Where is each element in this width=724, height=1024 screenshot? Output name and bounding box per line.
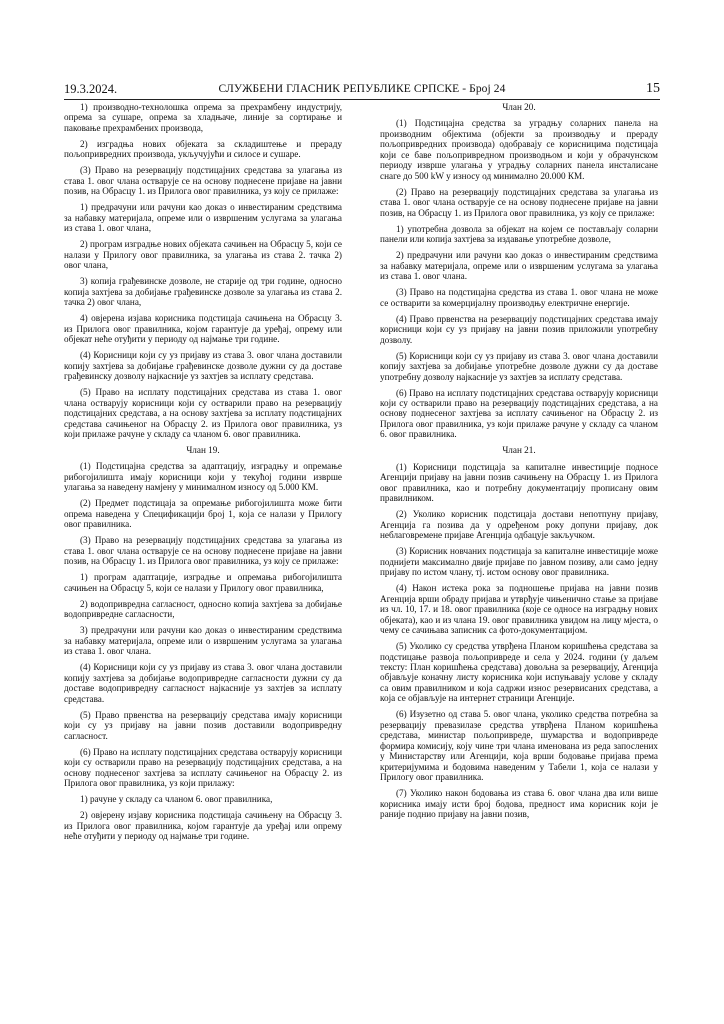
paragraph: (3) Корисник новчаних подстицаја за капиталне инвестиције може поднијети максимално двије пријаве по јавном позиву, али само једну пријаву по истом члану, тј. истом основу овог правилника.	[380, 546, 658, 578]
paragraph: 2) овјерену изјаву корисника подстицаја сачињену на Обрасцу 3. из Прилога овог правилника, којом гарантује да уређај или опрему неће отуђити у периоду од најмање три године.	[64, 810, 342, 842]
paragraph: (2) Право на резервацију подстицајних средстава за улагања из става 1. овог члана остварује се на основу поднесене пријаве на јавни позив, на Обрасцу 1. из Прилога овог правилника, уз коју се прилаже:	[380, 186, 658, 218]
paragraph: (6) Изузетно од става 5. овог члана, уколико средства потребна за резервацију превазилазе средства утврђена Планом коришћења средстава, министар пољопривреде, шумарства и водопривреде формира комисију, коју чине три члана именована из реда запослених у Министарству или Агенцији, која врши бодовање пријава према критеријумима и бодовима наведеним у Табели 1, која се налази у Прилогу овог правилника.	[380, 709, 658, 783]
paragraph: 1) програм адаптације, изградње и опремања рибогојилишта сачињен на Обрасцу 5, који се налази у Прилогу овог правилника,	[64, 572, 342, 593]
paragraph: (6) Право на исплату подстицајних средстава остварују корисници који су остварили право на резервацију подстицајних средстава, а на основу поднесеног захтјева за исплату сачињеног на Обрасцу 2. из Прилога овог правилника, уз који прилажу:	[64, 746, 342, 789]
paragraph: (2) Предмет подстицаја за опремање рибогојилишта може бити опрема наведена у Спецификацији број 1, која се налази у Прилогу овог правилника.	[64, 498, 342, 530]
paragraph: (6) Право на исплату подстицајних средстава остварују корисници који су остварили право на резервацију подстицајних средстава, а на основу поднесеног захтјева за исплату сачињеног на Обрасцу 2. из Прилога овог правилника, уз који прилаже рачуне у складу са чланом 6. овог правилника.	[380, 387, 658, 440]
paragraph: (5) Право на исплату подстицајних средстава из става 1. овог члана остварују корисници који су остварили право на резервацију подстицајних средстава, а на основу захтјева за исплату подстицајних средстава сачињеног на Обрасцу 2. из Прилога овог правилника, уз који прилаже рачуне у складу са чланом 6. овог правилника.	[64, 387, 342, 439]
paragraph: 4) овјерена изјава корисника подстицаја сачињена на Обрасцу 3. из Прилога овог правилника, којом гарантује да уређај, опрему или објекат неће отуђити у периоду од најмање три године.	[64, 313, 342, 345]
left-column	[64, 102, 342, 847]
right-column	[380, 102, 658, 825]
article-heading: Члан 21.	[502, 445, 536, 456]
paragraph: 2) програм изградње нових објеката сачињен на Обрасцу 5, који се налази у Прилогу овог правилника, за улагања из става 2. тачка 2) овог члана,	[64, 239, 342, 271]
paragraph: (4) Корисници који су уз пријаву из става 3. овог члана доставили копију захтјева за добијање грађевинске дозволе дужни су да доставе грађевинску дозволу најкасније уз захтјев за исплату средстава.	[64, 350, 342, 382]
paragraph: (3) Право на резервацију подстицајних средстава за улагања из става 1. овог члана остварује се на основу поднесене пријаве на јавни позив, на Обрасцу 1. из Прилога овог правилника, уз коју се прилаже:	[64, 535, 342, 567]
paragraph: 2) водопривредна сагласност, односно копија захтјева за добијање водопривредне сагласности,	[64, 598, 342, 620]
paragraph: (5) Право првенства на резервацију средстава имају корисници који су уз пријаву на јавни позив доставили водопривредну сагласност.	[64, 709, 342, 741]
paragraph: 1) рачуне у складу са чланом 6. овог правилника,	[80, 794, 273, 805]
paragraph: (1) Подстицајна средства за адаптацију, изградњу и опремање рибогојилишта имају корисници који у текућој години изврше улагања за наведену намјену у минималном износу од 5.000 КМ.	[64, 461, 342, 493]
paragraph: (5) Уколико су средства утврђена Планом коришћења средстава за подстицање развоја пољопривреде и села у 2024. години (у даљем тексту: План коришћења средстава) довољна за резервацију, Агенција објављује коначну листу корисника који испуњавају услове у складу са овим правилником и која садржи износ резервисаних средстава, а која се објављује на интернет страници Агенције.	[380, 641, 658, 704]
paragraph: 2) предрачуни или рачуни као доказ о инвестираним средствима за набавку материјала, опреме или о извршеним услугама за улагања из става 1. овог члана.	[380, 250, 658, 282]
page-header	[64, 80, 660, 98]
paragraph: (3) Право на резервацију подстицајних средстава за улагања из става 1. овог члана остварује се на основу поднесене пријаве на јавни позив, на Обрасцу 1. из Прилога овог правилника, уз коју се прилаже:	[64, 165, 342, 197]
header-rule	[64, 99, 660, 100]
paragraph: (4) Право првенства на резервацију подстицајних средстава имају корисници који су уз пријаву на јавни позив приложили употребну дозволу.	[380, 313, 658, 345]
paragraph: (3) Право на подстицајна средства из става 1. овог члана не може се остварити за комерцијалну производњу електричне енергије.	[380, 287, 658, 308]
paragraph: (7) Уколико након бодовања из става 6. овог члана два или више корисника имају исти број бодова, предност има корисник који је раније поднио пријаву на јавни позив,	[380, 788, 658, 820]
paragraph: 1) производно-технолошка опрема за прехрамбену индустрију, опрема за сушаре, опрема за хладњаче, линије за сортирање и паковање прехрамбених производа,	[64, 102, 342, 133]
paragraph: 3) предрачуни или рачуни као доказ о инвестираним средствима за набавку материјала, опреме или о извршеним услугама за улагања из става 1. овог члана.	[64, 625, 342, 657]
article-heading: Члан 20.	[502, 102, 536, 112]
paragraph: 3) копија грађевинске дозволе, не старије од три године, односно копија захтјева за добијање грађевинске дозволе за улагања из става 2. тачка 2) овог члана,	[64, 276, 342, 308]
gazette-title: СЛУЖБЕНИ ГЛАСНИК РЕПУБЛИКЕ СРПСКЕ - Број 24	[218, 83, 506, 95]
paragraph: (4) Након истека рока за подношење пријава на јавни позив Агенција врши обраду пријава и утврђује чињенично стање за пријаве из чл. 10, 17. и 18. овог правилника (које се односе на изградњу нових објеката), као и из члана 19. овог правилника увидом на лицу мјеста, о чему се сачињава записник са фото-документацијом.	[380, 583, 658, 636]
issue-date: 19.3.2024.	[64, 82, 118, 96]
paragraph: (1) Корисници подстицаја за капиталне инвестиције подносе Агенцији пријаву на јавни позив сачињену на Обрасцу 1. из Прилога овог правилника, као и потребну документацију прописану овим правилником.	[380, 461, 658, 504]
paragraph: (5) Корисници који су уз пријаву из става 3. овог члана доставили копију захтјева за добијање употребне дозволе дужни су да доставе употребну дозволу најкасније уз захтјев за исплату средстава.	[380, 350, 658, 382]
page-number: 15	[646, 81, 660, 96]
paragraph: (4) Корисници који су уз пријаву из става 3. овог члана доставили копију захтјева за добијање водопривредне сагласности дужни су да доставе водопривредну сагласност најкасније уз захтјев за исплату средстава.	[64, 662, 342, 704]
paragraph: (1) Подстицајна средства за уградњу соларних панела на производним објектима (објекти за производњу и прераду пољопривредних производа) одобравају се корисницима подстицаја који се баве пољопривредном производњом и који у обрачунском периоду изврше улагања у уградњу соларних панела инсталисане снаге до 500 kW у износу од минимално 20.000 КМ.	[380, 118, 658, 181]
article-heading: Члан 19.	[186, 445, 220, 456]
paragraph: 1) употребна дозвола за објекат на којем се постављају соларни панели или копија захтјева за издавање употребне дозволе,	[380, 223, 658, 245]
paragraph: 1) предрачуни или рачуни као доказ о инвестираним средствима за набавку материјала, опреме или о извршеним услугама за улагања из става 1. овог члана,	[64, 202, 342, 234]
paragraph: (2) Уколико корисник подстицаја достави непотпуну пријаву, Агенција га позива да у одређеном року допуни пријаву, док неблаговремене пријаве Агенција одбацује закључком.	[380, 509, 658, 541]
paragraph: 2) изградња нових објеката за складиштење и прераду пољопривредних производа, укључујући и силосе и сушаре.	[64, 138, 342, 160]
